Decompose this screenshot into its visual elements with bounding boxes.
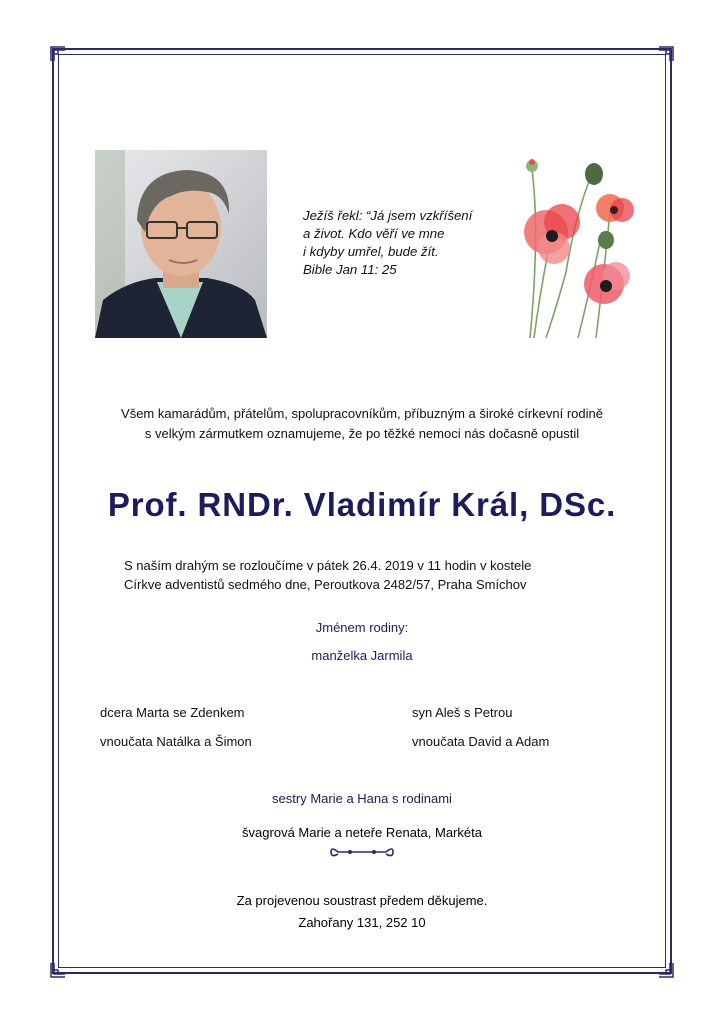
poppy-flower	[596, 194, 634, 222]
frame-corner-icon	[658, 962, 674, 978]
quote-line: i kdyby umřel, bude žít.	[303, 244, 439, 259]
portrait-photo	[95, 150, 267, 338]
ceremony-line: S naším drahým se rozloučíme v pátek 26.4. 2019 v 11 hodin v kostele	[124, 558, 532, 573]
family-member: dcera Marta se Zdenkem	[100, 705, 245, 720]
deceased-name: Prof. RNDr. Vladimír Král, DSc.	[107, 486, 617, 523]
announcement-intro	[60, 404, 664, 444]
ceremony-details	[124, 556, 644, 594]
poppy-flower	[584, 262, 630, 304]
family-member: vnoučata Natálka a Šimon	[100, 734, 252, 749]
ornament-divider-icon	[328, 843, 396, 861]
family-in-laws: švagrová Marie a neteře Renata, Markéta	[242, 825, 482, 840]
bible-quote	[303, 207, 523, 279]
family-spouse: manželka Jarmila	[311, 648, 413, 663]
ceremony-line: Církve adventistů sedmého dne, Peroutkova 2482/57, Praha Smíchov	[124, 577, 527, 592]
poppy-flower	[524, 204, 580, 264]
quote-line: Bible Jan 11: 25	[303, 262, 397, 277]
family-member: syn Aleš s Petrou	[412, 705, 513, 720]
intro-line: Všem kamarádům, přátelům, spolupracovníkům, příbuzným a široké církevní rodině	[121, 406, 603, 421]
frame-corner-icon	[50, 962, 66, 978]
family-heading: Jménem rodiny:	[315, 620, 409, 635]
poppies-illustration	[510, 152, 645, 340]
intro-line: s velkým zármutkem oznamujeme, že po těžké nemoci nás dočasně opustil	[144, 426, 580, 441]
closing-thanks: Za projevenou soustrast předem děkujeme.	[236, 893, 488, 908]
frame-corner-icon	[50, 46, 66, 62]
closing-address: Zahořany 131, 252 10	[298, 915, 426, 930]
family-sisters: sestry Marie a Hana s rodinami	[272, 791, 452, 806]
quote-line: a život. Kdo věří ve mne	[303, 226, 445, 241]
frame-corner-icon	[658, 46, 674, 62]
quote-line: Ježíš řekl: “Já jsem vzkříšení	[303, 208, 473, 223]
family-member: vnoučata David a Adam	[412, 734, 550, 749]
